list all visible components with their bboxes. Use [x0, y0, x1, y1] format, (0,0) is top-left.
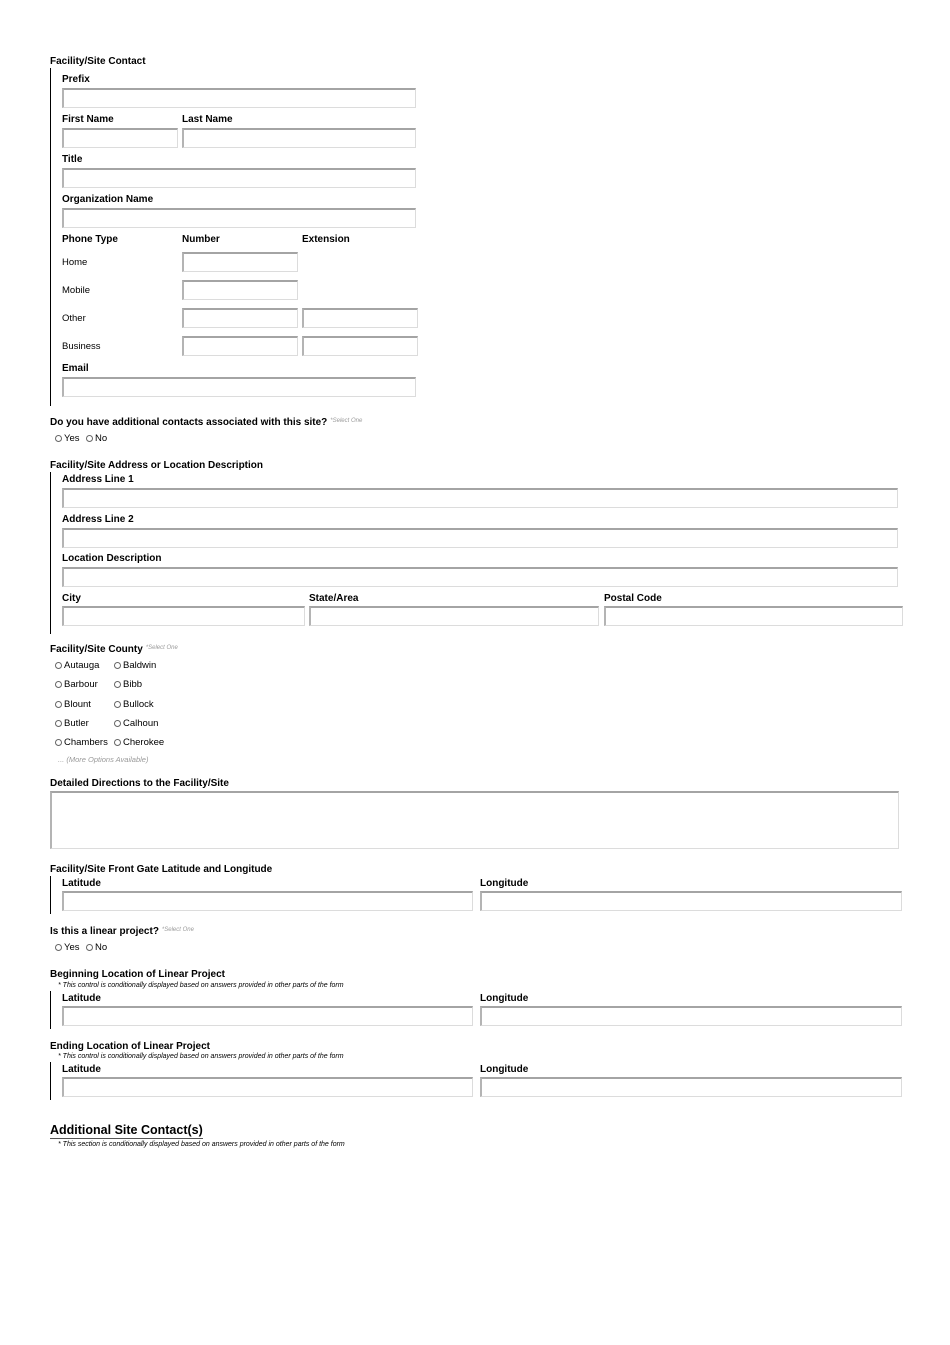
- county-option-label: Cherokee: [123, 737, 165, 748]
- linear-project-yes-radio[interactable]: [55, 942, 80, 953]
- location-description-label: Location Description: [62, 553, 162, 564]
- end-location-group-bar: [50, 1062, 51, 1100]
- county-option-label: Chambers: [64, 737, 108, 748]
- directions-label: Detailed Directions to the Facility/Site: [50, 778, 229, 789]
- linear-project-no-radio[interactable]: [86, 942, 107, 953]
- county-option-label: Bullock: [123, 699, 154, 710]
- additional-contacts-question-text: Do you have additional contacts associated with this site?: [50, 417, 328, 428]
- county-option[interactable]: [55, 679, 98, 690]
- radio-circle-icon[interactable]: [55, 701, 62, 708]
- radio-circle-icon[interactable]: [55, 662, 62, 669]
- front-gate-longitude-label: Longitude: [480, 878, 529, 889]
- title-field[interactable]: [62, 168, 416, 188]
- business-extension-field[interactable]: [302, 336, 418, 356]
- county-option-label: Barbour: [64, 679, 98, 690]
- location-description-field[interactable]: [62, 567, 898, 587]
- county-option[interactable]: [114, 679, 142, 690]
- radio-circle-icon[interactable]: [55, 739, 62, 746]
- linear-project-question: [50, 926, 194, 937]
- additional-contacts-question: [50, 417, 362, 428]
- address-line1-field[interactable]: [62, 488, 898, 508]
- additional-contacts-no-radio[interactable]: [86, 433, 107, 444]
- county-hint: *Select One: [145, 645, 178, 651]
- directions-textarea[interactable]: [50, 791, 899, 849]
- additional-contacts-hint: *Select One: [330, 418, 363, 424]
- county-option[interactable]: [55, 660, 99, 671]
- radio-circle-icon[interactable]: [114, 739, 121, 746]
- radio-label: Yes: [64, 942, 80, 953]
- linear-project-question-text: Is this a linear project?: [50, 926, 159, 937]
- other-extension-field[interactable]: [302, 308, 418, 328]
- front-gate-longitude-field[interactable]: [480, 891, 902, 911]
- city-label: City: [62, 593, 81, 604]
- county-option[interactable]: [114, 718, 158, 729]
- additional-contacts-yes-radio[interactable]: [55, 433, 80, 444]
- radio-circle-icon[interactable]: [55, 944, 62, 951]
- end-location-note: * This control is conditionally displayed based on answers provided in other parts of the form: [58, 1053, 344, 1060]
- postal-code-label: Postal Code: [604, 593, 662, 604]
- front-gate-latitude-field[interactable]: [62, 891, 473, 911]
- radio-circle-icon[interactable]: [114, 662, 121, 669]
- linear-project-hint: *Select One: [161, 927, 194, 933]
- email-label: Email: [62, 363, 89, 374]
- radio-circle-icon[interactable]: [86, 944, 93, 951]
- begin-latitude-field[interactable]: [62, 1006, 473, 1026]
- radio-label: No: [95, 942, 108, 953]
- radio-circle-icon[interactable]: [55, 681, 62, 688]
- last-name-label: Last Name: [182, 114, 233, 125]
- first-name-field[interactable]: [62, 128, 178, 148]
- begin-longitude-label: Longitude: [480, 993, 529, 1004]
- business-number-field[interactable]: [182, 336, 298, 356]
- radio-circle-icon[interactable]: [55, 720, 62, 727]
- mobile-number-field[interactable]: [182, 280, 298, 300]
- front-gate-latitude-label: Latitude: [62, 878, 101, 889]
- contact-group-bar: [50, 68, 51, 406]
- county-option[interactable]: [55, 699, 91, 710]
- number-header: Number: [182, 234, 220, 245]
- additional-site-contacts-heading: Additional Site Contact(s): [50, 1123, 203, 1137]
- state-field[interactable]: [309, 606, 599, 626]
- county-option-label: Autauga: [64, 660, 100, 671]
- county-option-label: Calhoun: [123, 718, 159, 729]
- end-longitude-label: Longitude: [480, 1064, 529, 1075]
- end-latitude-field[interactable]: [62, 1077, 473, 1097]
- address-group-bar: [50, 472, 51, 634]
- end-location-title: Ending Location of Linear Project: [50, 1041, 211, 1052]
- county-option[interactable]: [55, 737, 108, 748]
- city-field[interactable]: [62, 606, 305, 626]
- last-name-field[interactable]: [182, 128, 416, 148]
- additional-site-contacts-note: * This section is conditionally displayed based on answers provided in other parts of the form: [58, 1141, 345, 1148]
- radio-circle-icon[interactable]: [86, 435, 93, 442]
- organization-field[interactable]: [62, 208, 416, 228]
- county-more-options: ... (More Options Available): [58, 755, 149, 764]
- email-field[interactable]: [62, 377, 416, 397]
- radio-circle-icon[interactable]: [114, 701, 121, 708]
- end-latitude-label: Latitude: [62, 1064, 101, 1075]
- radio-label: No: [95, 433, 108, 444]
- first-name-label: First Name: [62, 114, 114, 125]
- phone-type-header: Phone Type: [62, 234, 118, 245]
- contact-section-title: Facility/Site Contact: [50, 56, 146, 67]
- address-line2-field[interactable]: [62, 528, 898, 548]
- county-option[interactable]: [114, 699, 154, 710]
- end-longitude-field[interactable]: [480, 1077, 902, 1097]
- state-label: State/Area: [309, 593, 359, 604]
- phone-type-other: Other: [62, 313, 86, 324]
- begin-location-group-bar: [50, 991, 51, 1029]
- prefix-label: Prefix: [62, 74, 90, 85]
- radio-circle-icon[interactable]: [114, 681, 121, 688]
- county-option-label: Blount: [64, 699, 91, 710]
- title-label: Title: [62, 154, 83, 165]
- begin-longitude-field[interactable]: [480, 1006, 902, 1026]
- county-option[interactable]: [55, 718, 89, 729]
- begin-location-note: * This control is conditionally displayed based on answers provided in other parts of the form: [58, 982, 344, 989]
- radio-circle-icon[interactable]: [114, 720, 121, 727]
- organization-label: Organization Name: [62, 194, 154, 205]
- address-line2-label: Address Line 2: [62, 514, 134, 525]
- radio-label: Yes: [64, 433, 80, 444]
- county-title: Facility/Site County: [50, 644, 143, 655]
- phone-type-home: Home: [62, 257, 88, 268]
- front-gate-title: Facility/Site Front Gate Latitude and Longitude: [50, 864, 273, 875]
- county-option[interactable]: [114, 660, 156, 671]
- phone-type-mobile: Mobile: [62, 285, 90, 296]
- begin-latitude-label: Latitude: [62, 993, 101, 1004]
- home-number-field[interactable]: [182, 252, 298, 272]
- address-section-title: Facility/Site Address or Location Description: [50, 460, 264, 471]
- radio-circle-icon[interactable]: [55, 435, 62, 442]
- county-option[interactable]: [114, 737, 164, 748]
- front-gate-group-bar: [50, 876, 51, 914]
- county-option-label: Bibb: [123, 679, 143, 690]
- county-option-label: Baldwin: [123, 660, 157, 671]
- address-line1-label: Address Line 1: [62, 474, 134, 485]
- begin-location-title: Beginning Location of Linear Project: [50, 969, 226, 980]
- county-question: [50, 644, 178, 655]
- county-option-label: Butler: [64, 718, 89, 729]
- phone-type-business: Business: [62, 341, 101, 352]
- prefix-field[interactable]: [62, 88, 416, 108]
- extension-header: Extension: [302, 234, 350, 245]
- other-number-field[interactable]: [182, 308, 298, 328]
- postal-code-field[interactable]: [604, 606, 903, 626]
